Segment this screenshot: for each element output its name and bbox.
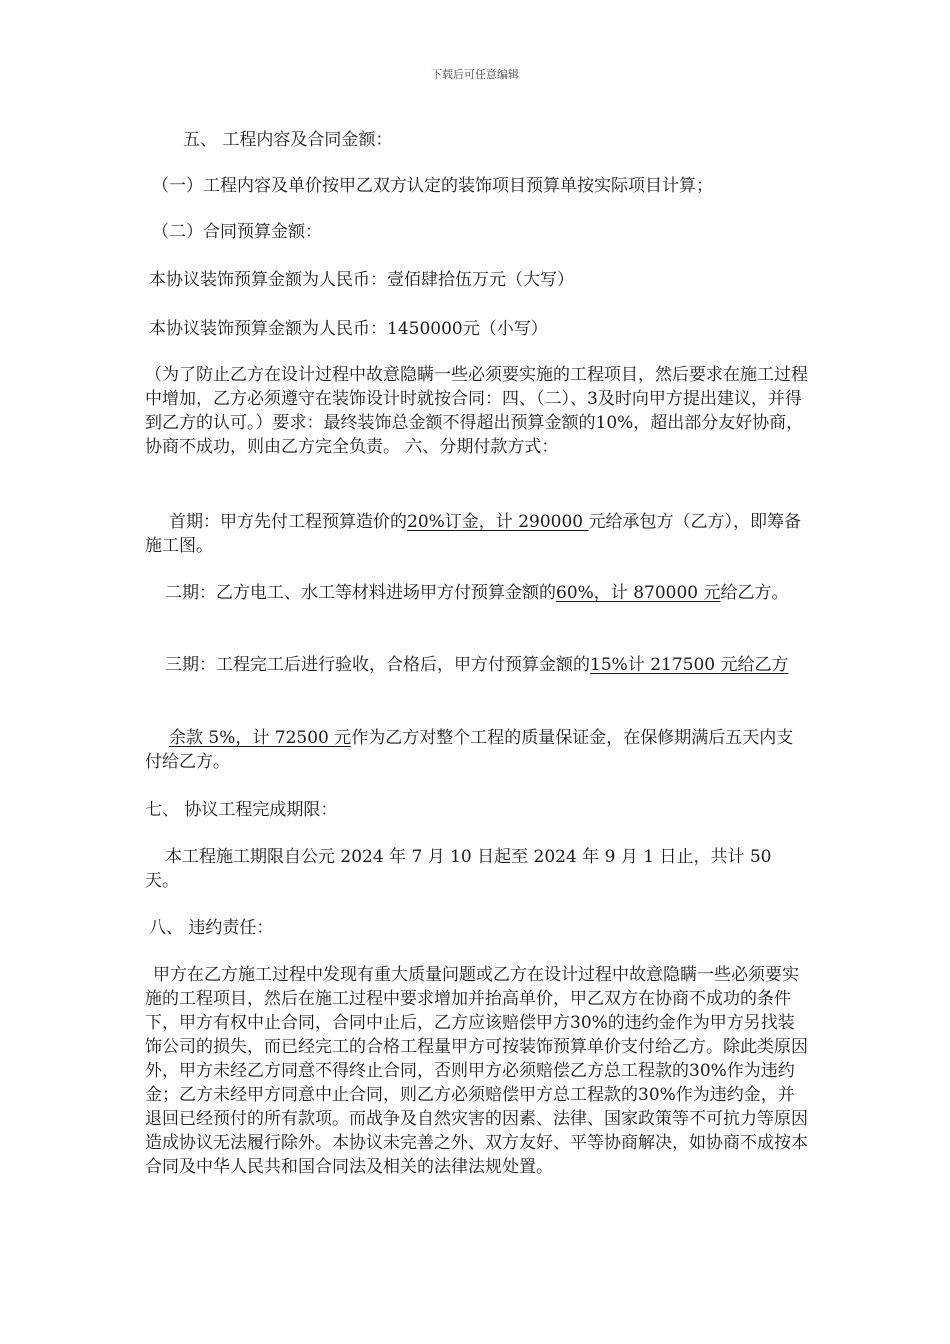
payment-phase-1-rest: 元给承包方（乙方），即筹备施工图。 xyxy=(145,512,801,556)
section-5-item-2: （二）合同预算金额： xyxy=(152,222,322,242)
amount-uppercase: 本协议装饰预算金额为人民币：壹佰肆拾伍万元（大写） xyxy=(149,270,574,290)
payment-phase-2-amount: 60%，计 870000 元 xyxy=(556,583,721,603)
section-5-item-1: （一）工程内容及单价按甲乙双方认定的装饰项目预算单按实际项目计算； xyxy=(152,176,713,196)
payment-balance-amount: 余款 5%，计 72500 元 xyxy=(169,728,352,748)
section-7-body: 本工程施工期限自公元 2024 年 7 月 10 日起至 2024 年 9 月 1 日止，共计 50 天。 xyxy=(145,847,777,891)
payment-balance-rest: 作为乙方对整个工程的质量保证金，在保修期满后五天内支付给乙方。 xyxy=(145,728,794,772)
payment-phase-3-amount: 15%计 217500 元给乙方 xyxy=(590,655,789,675)
payment-phase-3-text: 三期：工程完工后进行验收，合格后，甲方付预算金额的 xyxy=(165,655,590,675)
section-5-title: 五、 工程内容及合同金额： xyxy=(183,130,393,150)
payment-phase-2-text: 二期：乙方电工、水工等材料进场甲方付预算金额的 xyxy=(165,583,556,603)
payment-phase-1-amount: 20%订金，计 290000 xyxy=(407,512,589,532)
payment-phase-1-text: 首期：甲方先付工程预算造价的 xyxy=(169,512,407,532)
payment-balance xyxy=(145,726,810,774)
payment-phase-2 xyxy=(145,581,810,605)
amount-lowercase: 本协议装饰预算金额为人民币：1450000元（小写） xyxy=(149,319,548,339)
section-7-title: 七、 协议工程完成期限： xyxy=(145,800,338,820)
page-header: 下载后可任意编辑 xyxy=(431,68,519,81)
payment-phase-1 xyxy=(145,510,810,558)
section-8-title: 八、 违约责任： xyxy=(149,918,274,938)
payment-phase-2-rest: 给乙方。 xyxy=(720,583,789,603)
note-paragraph: （为了防止乙方在设计过程中故意隐瞒一些必须要实施的工程项目，然后要求在施工过程中增加，乙方必须遵守在装饰设计时就按合同：四、（二）、3及时向甲方提出建议，并得到乙方的认可。）要求：最终装饰总金额不得超出预算金额的10%，超出部分友好协商，协商不成功，则由乙方完全负责。 六、分期付款方式： xyxy=(145,365,808,457)
payment-phase-3 xyxy=(145,653,810,677)
section-8-body: 甲方在乙方施工过程中发现有重大质量问题或乙方在设计过程中故意隐瞒一些必须要实施的工程项目，然后在施工过程中要求增加并抬高单价，甲乙双方在协商不成功的条件下，甲方有权中止合同，合同中止后，乙方应该赔偿甲方30%的违约金作为甲方另找装饰公司的损失，而已经完工的合格工程量甲方可按装饰预算单价支付给乙方。除此类原因外，甲方未经乙方同意不得终止合同，否则甲方必须赔偿乙方总工程款的30%作为违约金；乙方未经甲方同意中止合同，则乙方必须赔偿甲方总工程款的30%作为违约金，并退回已经预付的所有款项。而战争及自然灾害的因素、法律、国家政策等不可抗力等原因造成协议无法履行除外。本协议未完善之外、双方友好、平等协商解决，如协商不成按本合同及中华人民共和国合同法及相关的法律法规处置。 xyxy=(145,965,808,1177)
